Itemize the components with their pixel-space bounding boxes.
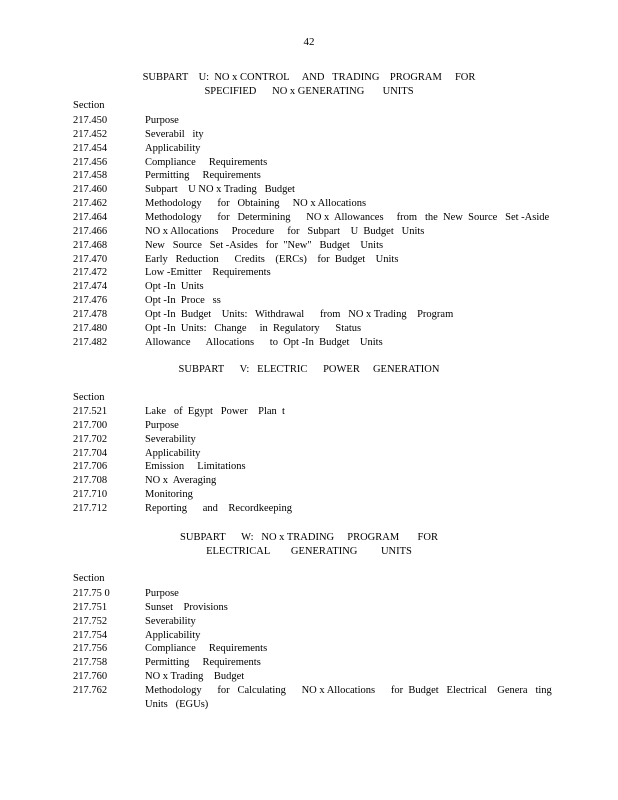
section-number: 217.756	[73, 643, 108, 655]
section-number: 217.710	[73, 489, 108, 501]
section-number: 217.450	[73, 115, 108, 126]
section-number: 217.706	[73, 461, 108, 473]
section-title: NO x Averaging	[145, 475, 217, 487]
subpart-w-section-label: Section	[73, 573, 105, 584]
section-number: 217.758	[73, 657, 108, 669]
section-number: 217.754	[73, 629, 108, 641]
section-number: 217.708	[73, 475, 108, 487]
subpart-w-heading-line1: SUBPART W: NO x TRADING PROGRAM FOR	[180, 532, 438, 543]
section-title: Sunset Provisions	[145, 601, 228, 613]
section-number: 217.460	[73, 184, 108, 196]
section-title: Compliance Requirements	[145, 643, 268, 655]
section-number: 217.702	[73, 433, 108, 445]
section-number: 217.466	[73, 225, 108, 237]
section-title: Emission Limitations	[145, 461, 246, 473]
section-number: 217.480	[73, 322, 108, 334]
section-title: Applicability	[145, 142, 201, 154]
section-title: Units (EGUs)	[145, 698, 209, 710]
section-title: Purpose	[145, 419, 179, 431]
section-number: 217.762	[73, 684, 108, 696]
section-title: Methodology for Calculating NO x Allocations for Budget Electrical Genera ting	[145, 684, 552, 696]
section-number: 217.472	[73, 267, 108, 279]
section-number: 217.712	[73, 502, 108, 514]
section-title: Severability	[145, 433, 196, 445]
section-number: 217.478	[73, 308, 108, 320]
section-title: Purpose	[145, 588, 179, 599]
section-number: 217.474	[73, 281, 108, 293]
subpart-u-heading-line2: SPECIFIED NO x GENERATING UNITS	[204, 86, 414, 97]
section-number: 217.458	[73, 170, 108, 182]
section-title: Compliance Requirements	[145, 156, 268, 168]
section-number: 217.704	[73, 447, 108, 459]
section-title: Severabil ity	[145, 128, 204, 140]
subpart-u-heading-line1: SUBPART U: NO x CONTROL AND TRADING PROGRAM FOR	[142, 72, 476, 83]
section-number: 217.75 0	[73, 588, 110, 599]
section-title: Reporting and Recordkeeping	[145, 502, 292, 514]
section-title: Permitting Requirements	[145, 657, 261, 669]
section-number: 217.468	[73, 239, 108, 251]
section-title: Applicability	[145, 447, 201, 459]
section-number: 217.751	[73, 601, 108, 613]
section-title: Opt -In Proce ss	[145, 295, 221, 307]
section-title: Severability	[145, 615, 196, 627]
section-title: Monitoring	[145, 489, 193, 501]
subpart-v-heading: SUBPART V: ELECTRIC POWER GENERATION	[178, 364, 440, 375]
section-title: Opt -In Budget Units: Withdrawal from NO x Trading Program	[145, 308, 454, 320]
section-number: 217.482	[73, 336, 108, 348]
section-number: 217.454	[73, 142, 108, 154]
section-title: Lake of Egypt Power Plan t	[145, 406, 285, 417]
page-number: 42	[303, 36, 315, 48]
section-number: 217.456	[73, 156, 108, 168]
section-number: 217.470	[73, 253, 108, 265]
section-number: 217.700	[73, 419, 108, 431]
section-title: Opt -In Units: Change in Regulatory Status	[145, 322, 362, 334]
section-title: Methodology for Determining NO x Allowances from the New Source Set -Aside	[145, 211, 550, 223]
section-title: Low -Emitter Requirements	[145, 267, 271, 279]
section-number: 217.752	[73, 615, 108, 627]
subpart-v-section-label: Section	[73, 392, 105, 403]
section-title: Subpart U NO x Trading Budget	[145, 184, 295, 196]
subpart-w-heading-line2: ELECTRICAL GENERATING UNITS	[206, 546, 412, 557]
section-title: New Source Set -Asides for "New" Budget Units	[145, 239, 384, 251]
section-title: Purpose	[145, 115, 179, 126]
section-title: Allowance Allocations to Opt -In Budget Units	[145, 336, 383, 348]
section-number: 217.476	[73, 295, 108, 307]
subpart-u-section-label: Section	[73, 100, 105, 111]
section-title: Opt -In Units	[145, 281, 204, 293]
section-title: Methodology for Obtaining NO x Allocations	[145, 198, 367, 210]
section-title: Permitting Requirements	[145, 170, 261, 182]
section-number: 217.462	[73, 198, 108, 210]
section-title: Applicability	[145, 629, 201, 641]
section-number: 217.464	[73, 211, 108, 223]
section-number: 217.760	[73, 671, 108, 683]
section-title: Early Reduction Credits (ERCs) for Budget Units	[145, 253, 399, 265]
section-number: 217.521	[73, 406, 108, 417]
section-title: NO x Allocations Procedure for Subpart U Budget Units	[145, 225, 425, 237]
section-title: NO x Trading Budget	[145, 671, 245, 683]
section-number: 217.452	[73, 128, 108, 140]
